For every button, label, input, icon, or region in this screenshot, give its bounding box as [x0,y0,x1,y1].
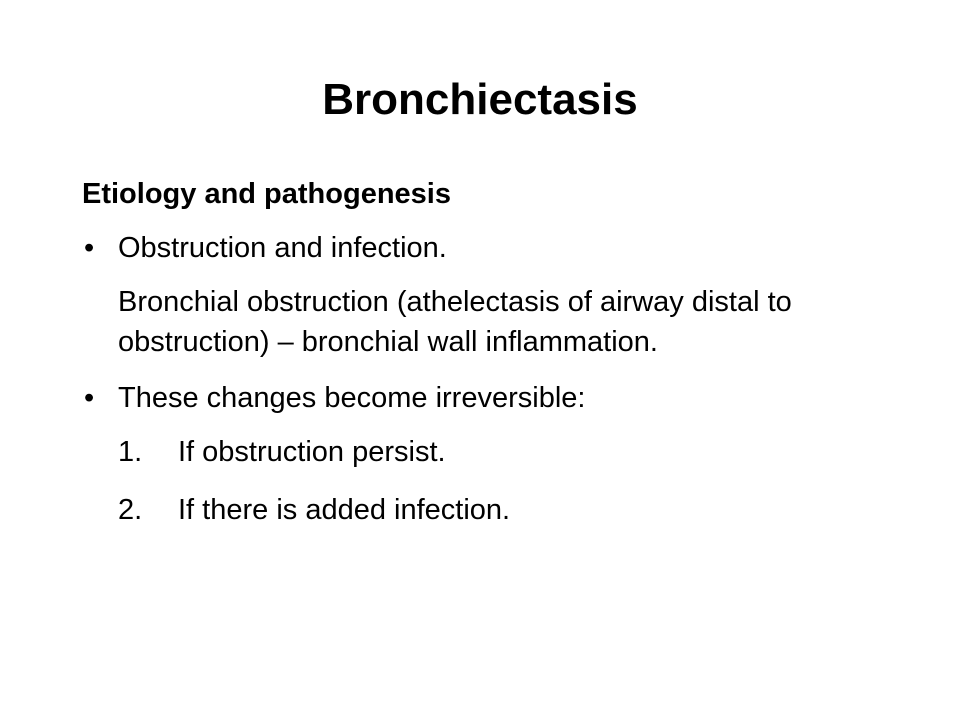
numbered-text: If there is added infection. [178,494,511,526]
bullet-item [82,228,882,268]
bullet-icon: • [84,382,95,414]
numbered-item [82,490,882,530]
slide-body [82,172,882,548]
bullet-text: Obstruction and infection. [118,232,447,264]
bullet-icon: • [84,232,95,264]
bullet-item [82,378,882,418]
numbered-item [82,432,882,472]
slide-title: Bronchiectasis [322,75,638,124]
number-label: 2. [118,494,143,526]
number-label: 1. [118,436,143,468]
bullet-text: These changes become irreversible: [118,382,586,414]
subheading: Etiology and pathogenesis [82,178,451,210]
numbered-text: If obstruction persist. [178,436,446,468]
body-paragraph: Bronchial obstruction (athelectasis of airway distal to obstruction) – bronchial wall inflammation. [118,286,792,358]
